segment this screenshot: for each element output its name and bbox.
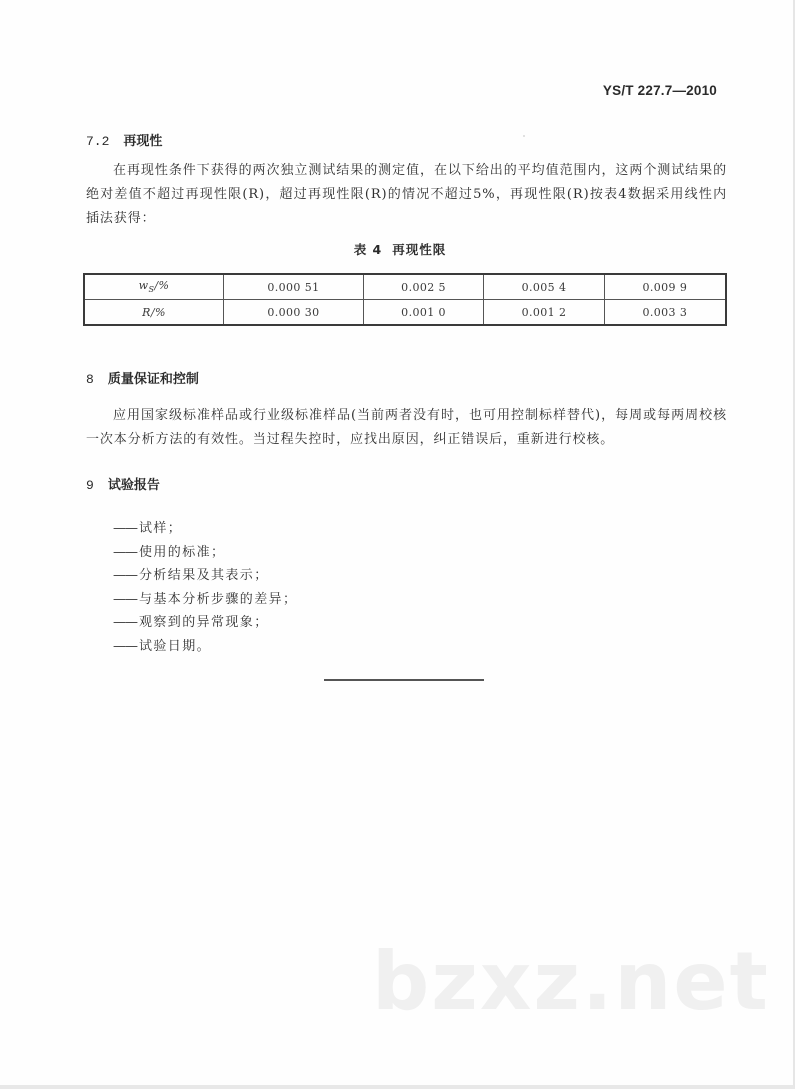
- row-header: R/%: [84, 300, 224, 326]
- table-caption: [0, 240, 800, 258]
- table-cell: 0.001 2: [484, 300, 604, 326]
- dash-marker: ——: [113, 591, 137, 607]
- section-title: 质量保证和控制: [107, 372, 199, 387]
- list-item-text: 分析结果及其表示；: [139, 568, 269, 583]
- list-item-text: 观察到的异常现象；: [139, 615, 269, 630]
- watermark: bzxz.net: [372, 935, 770, 1028]
- list-item-text: 试验日期。: [139, 638, 212, 654]
- list-item-text: 与基本分析步骤的差异；: [139, 591, 298, 607]
- section-number: 7.2: [86, 134, 110, 149]
- table-row: [84, 300, 726, 326]
- table-number: 表 4: [353, 242, 383, 257]
- section-7-2-heading: [86, 130, 162, 149]
- report-items-list: [113, 517, 297, 658]
- list-item: [113, 635, 297, 659]
- dash-marker: ——: [113, 544, 137, 560]
- list-item: [113, 517, 297, 541]
- standard-code: YS/T 227.7—2010: [602, 83, 717, 98]
- dash-marker: ——: [113, 615, 137, 630]
- section-title: 再现性: [123, 134, 163, 149]
- table-cell: 0.001 0: [363, 300, 483, 326]
- table-cell: 0.009 9: [604, 274, 726, 300]
- list-item: [113, 541, 297, 565]
- end-of-document-rule: [324, 679, 484, 681]
- table-cell: 0.002 5: [363, 274, 483, 300]
- list-item-text: 使用的标准；: [139, 544, 226, 560]
- table-cell: 0.005 4: [484, 274, 604, 300]
- section-9-heading: [86, 474, 160, 493]
- section-title: 试验报告: [107, 478, 160, 493]
- table-cell: 0.003 3: [604, 300, 726, 326]
- section-8-heading: [86, 368, 199, 387]
- table-row: [84, 274, 726, 300]
- list-item: [113, 611, 297, 635]
- list-item: [113, 588, 297, 612]
- section-8-paragraph: 应用国家级标准样品或行业级标准样品(当前两者没有时，也可用控制标样替代)，每周或每两周校核一次本分析方法的有效性。当过程失控时，应找出原因，纠正错误后，重新进行校核。: [86, 408, 727, 447]
- dash-marker: ——: [113, 521, 137, 536]
- section-7-2-paragraph: 在再现性条件下获得的两次独立测试结果的测定值，在以下给出的平均值范围内，这两个测试结果的绝对差值不超过再现性限(R)，超过再现性限(R)的情况不超过5%，再现性限(R)按表4数据采用线性内插法获得：: [86, 163, 727, 226]
- row-header: [84, 274, 224, 300]
- section-number: 8: [86, 372, 94, 387]
- section-number: 9: [86, 478, 94, 493]
- reproducibility-table: [83, 273, 727, 326]
- dash-marker: ——: [113, 568, 137, 583]
- list-item-text: 试样；: [139, 521, 183, 536]
- table-title: 再现性限: [392, 242, 447, 257]
- dash-marker: ——: [113, 638, 137, 654]
- list-item: [113, 564, 297, 588]
- scan-speck: [523, 135, 525, 137]
- table-cell: 0.000 51: [224, 274, 364, 300]
- row-header-label: $w_S/\%$: [138, 279, 170, 295]
- table-cell: 0.000 30: [224, 300, 364, 326]
